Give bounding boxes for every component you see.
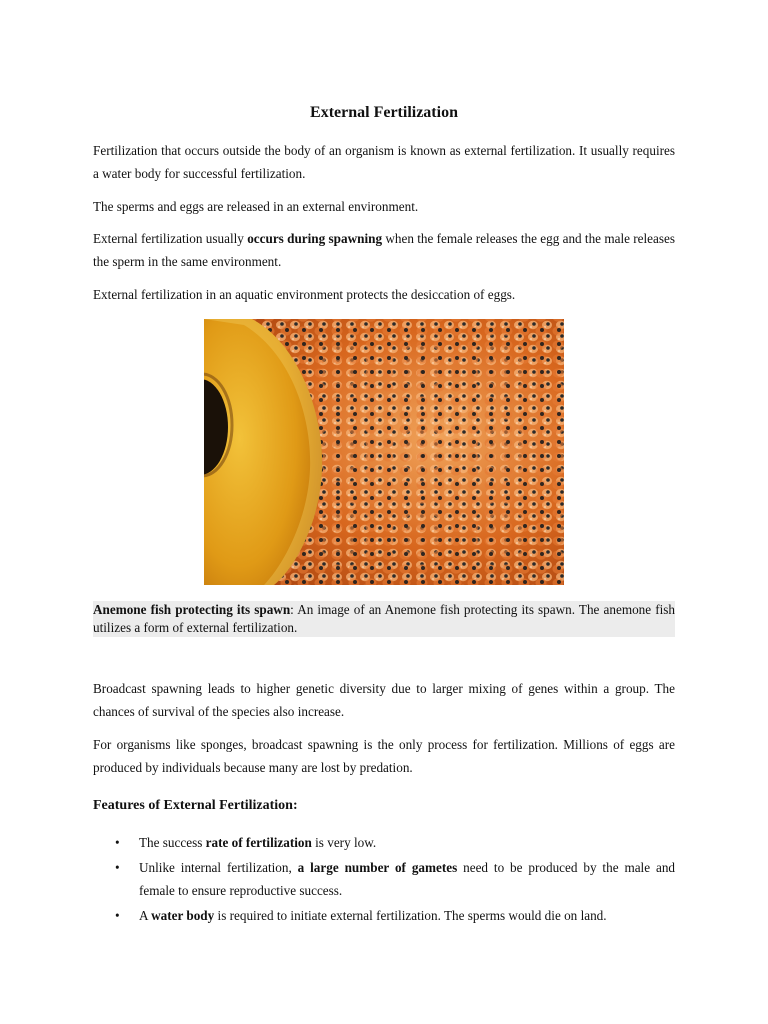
paragraph-release: The sperms and eggs are released in an external environment. [93,199,419,214]
paragraph-desiccation: External fertilization in an aquatic environment protects the desiccation of eggs. [93,287,516,302]
bullet-text-1: Unlike internal fertilization, [139,860,298,875]
features-list-item [93,831,675,854]
bullet-text-2: is very low. [311,835,377,850]
paragraph-spawning-text-1: External fertilization usually [93,231,248,246]
features-list-item [93,904,675,927]
paragraph-sponges: For organisms like sponges, broadcast spawning is the only process for fertilization. Millions of eggs are produced by individuals because many are lost by predation. [93,737,675,775]
bullet-text-2: is required to initiate external fertilization. The sperms would die on land. [214,908,607,923]
features-list [93,831,675,929]
bullet-text-1: The success [139,835,206,850]
bullet-icon: • [115,835,120,850]
bullet-bold: a large number of gametes [297,860,458,875]
features-list-item [93,856,675,902]
paragraph-spawning-bold: occurs during spawning [247,231,383,246]
anemone-fish-photo [204,319,564,585]
page-title: External Fertilization [310,104,458,121]
bullet-text-1: A [139,908,152,923]
figure-caption-title: Anemone fish protecting its spawn [93,602,291,617]
figure-caption [93,601,675,637]
paragraph-spawning-text-2: when the female releases the egg and the male releases the sperm in the same environment. [93,231,676,269]
paragraph-spawning [93,228,675,273]
bullet-bold: water body [151,908,215,923]
figure-caption-text: : An image of an Anemone fish protecting its spawn. The anemone fish utilizes a form of external fertilization. [93,602,676,635]
bullet-icon: • [115,860,120,875]
anemone-fish-illustration [204,319,564,585]
bullet-text-2: need to be produced by the male and female to ensure reproductive success. [139,860,676,898]
bullet-bold: rate of fertilization [205,835,312,850]
paragraph-broadcast-spawning: Broadcast spawning leads to higher genetic diversity due to larger mixing of genes within a group. The chances of survival of the species also increase. [93,681,675,719]
bullet-icon: • [115,908,120,923]
features-heading: Features of External Fertilization: [93,798,298,813]
paragraph-definition: Fertilization that occurs outside the body of an organism is known as external fertilization. It usually requires a water body for successful fertilization. [93,143,675,181]
